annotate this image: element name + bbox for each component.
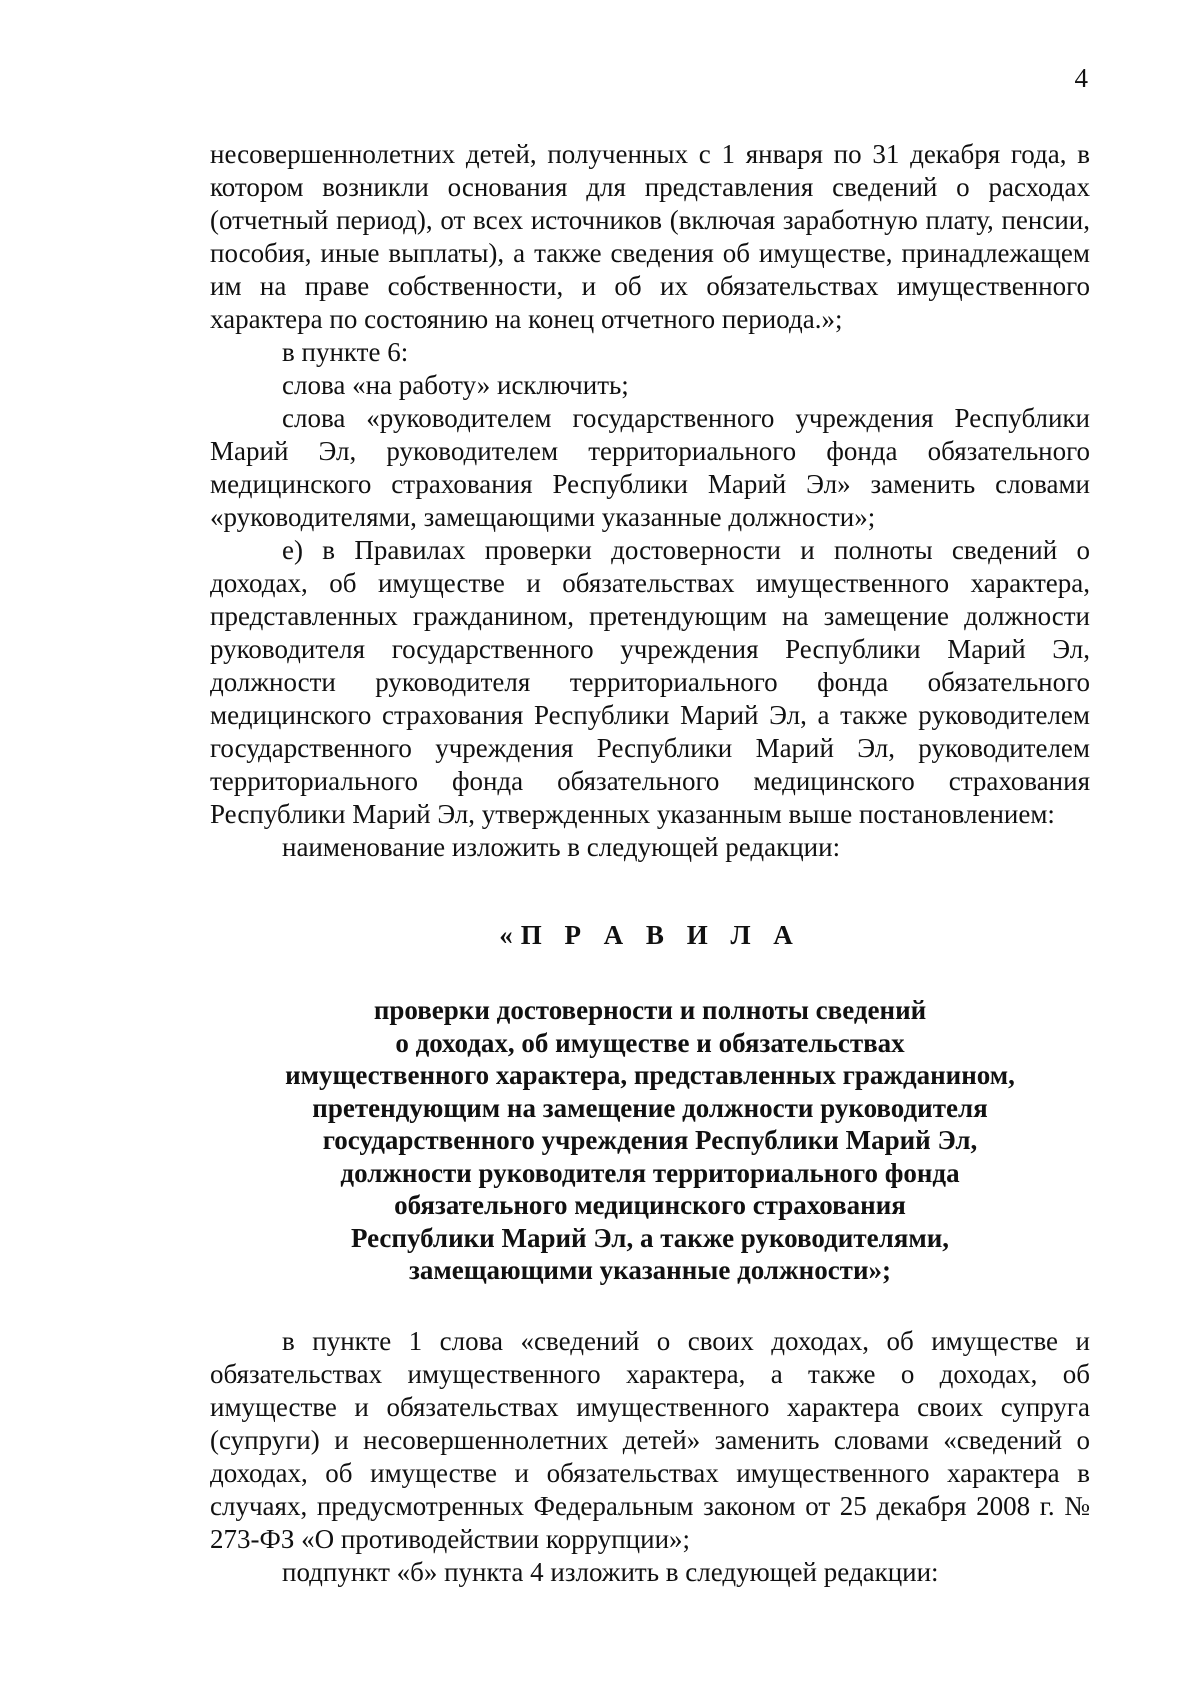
subtitle-line: Республики Марий Эл, а также руководителями, [350,1222,950,1253]
paragraph-item-1: в пункте 1 слова «сведений о своих доходах, об имуществе и обязательствах имущественного характера, а также о доходах, об имуществе и обязательствах имущественного характера своих супруга (супруги) и несовершеннолетних детей» заменить словами «сведений о доходах, об имуществе и обязательствах имущественного характера в случаях, предусмотренных Федеральным законом от 25 декабря 2008 г. № 273-ФЗ «О противодействии коррупции»; [210,1325,1090,1554]
paragraph-words-replace: слова «руководителем государственного учреждения Республики Марий Эл, руководителем территориального фонда обязательного медицинского страхования Республики Марий Эл» заменить словами «руководителями, замещающими указанные должности»; [210,403,1090,532]
subtitle-line: о доходах, об имуществе и обязательствах [395,1027,905,1058]
subtitle-line: обязательного медицинского страхования [394,1190,906,1220]
subtitle-line: проверки достоверности и полноты сведений [373,995,927,1025]
paragraph-item-6: в пункте 6: [282,337,409,367]
rules-title: «П Р А В И Л А [499,920,801,950]
rules-subtitle [210,994,1090,1287]
subtitle-line: имущественного характера, представленных гражданином, [285,1060,1015,1090]
subtitle-line: замещающими указанные должности»; [408,1255,891,1285]
paragraph-continuation: несовершеннолетних детей, полученных с 1 января по 31 декабря года, в котором возникли основания для представления сведений о расходах (отчетный период), от всех источников (включая заработную плату, пенсии, пособия, иные выплаты), а также сведения об имуществе, принадлежащем им на праве собственности, и об их обязательствах имущественного характера по состоянию на конец отчетного периода.»; [210,139,1090,334]
paragraph-words-exclude: слова «на работу» исключить; [282,370,629,400]
paragraph-title-change: наименование изложить в следующей редакции: [282,832,841,862]
subtitle-line: государственного учреждения Республики Марий Эл, [322,1125,978,1155]
paragraph-item-e: е) в Правилах проверки достоверности и полноты сведений о доходах, об имуществе и обязательствах имущественного характера, представленных гражданином, претендующим на замещение должности руководителя государственного учреждения Республики Марий Эл, должности руководителя территориального фонда обязательного медицинского страхования Республики Марий Эл, а также руководителем государственного учреждения Республики Марий Эл, руководителем территориального фонда обязательного медицинского страхования Республики Марий Эл, утвержденных указанным выше постановлением: [210,535,1090,829]
page-number: 4 [1074,63,1088,93]
document-body [210,138,1090,1589]
paragraph-item-4b: подпункт «б» пункта 4 изложить в следующей редакции: [282,1556,939,1587]
subtitle-line: претендующим на замещение должности руководителя [312,1092,988,1123]
subtitle-line: должности руководителя территориального фонда [340,1157,960,1188]
